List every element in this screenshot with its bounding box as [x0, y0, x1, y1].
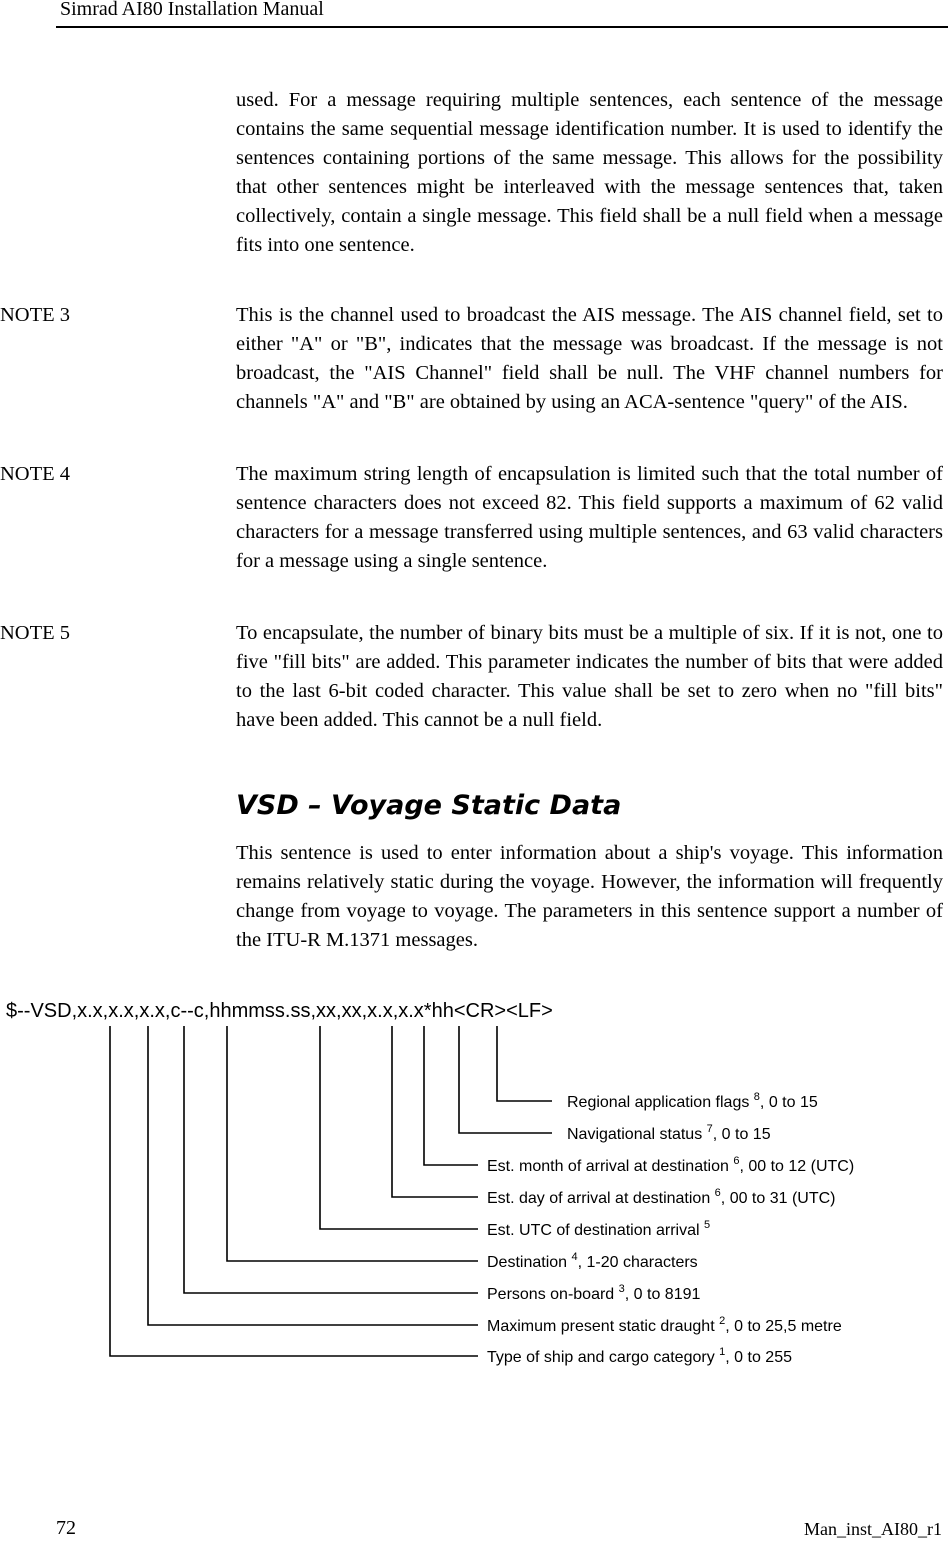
note-3-label: NOTE 3 [0, 304, 71, 326]
header-title: Simrad AI80 Installation Manual [60, 0, 324, 20]
field-label [487, 1251, 698, 1271]
connector-line [424, 1026, 478, 1165]
field-label-text: Regional application flags [567, 1094, 754, 1111]
field-note-ref: 7 [706, 1123, 713, 1135]
field-label [487, 1219, 710, 1239]
note-4-text: The maximum string length of encapsulation is limited such that the total number of sentence characters does not exceed 82. This field supports a maximum of 62 valid characters for a message transferred using multiple sentences, and 63 valid characters for a message using a single sentence. [236, 463, 943, 572]
field-note-ref: 1 [719, 1346, 726, 1358]
field-range: , 00 to 31 (UTC) [720, 1190, 836, 1207]
field-range: , 0 to 255 [725, 1349, 792, 1366]
field-range: , 00 to 12 (UTC) [739, 1158, 855, 1175]
field-range: , 0 to 15 [759, 1094, 818, 1111]
field-label [487, 1346, 792, 1366]
section-title: VSD – Voyage Static Data [236, 790, 622, 821]
field-note-ref: 4 [571, 1251, 578, 1263]
field-note-ref: 8 [753, 1091, 760, 1103]
field-label [487, 1155, 854, 1175]
field-label-text: Maximum present static draught [487, 1318, 720, 1335]
note-4-label: NOTE 4 [0, 463, 71, 485]
connector-line [497, 1026, 552, 1101]
note-5-label: NOTE 5 [0, 622, 71, 644]
field-note-ref: 5 [703, 1219, 711, 1231]
connector-line [110, 1026, 478, 1356]
field-note-ref: 6 [714, 1187, 721, 1199]
field-label-text: Destination [487, 1254, 572, 1271]
sentence-format: $--VSD,x.x,x.x,x.x,c--c,hhmmss.ss,xx,xx,x.x,x.x*hh<CR><LF> [6, 1000, 553, 1022]
field-label [567, 1091, 818, 1111]
field-note-ref: 6 [733, 1155, 740, 1167]
field-label [487, 1187, 836, 1207]
connector-lines [110, 1026, 552, 1356]
page-header [56, 0, 948, 28]
connector-line [320, 1026, 478, 1229]
field-range: , 1-20 characters [577, 1254, 698, 1271]
vsd-sentence-diagram [0, 990, 948, 1370]
field-label [487, 1315, 842, 1335]
field-label-text: Est. UTC of destination arrival [487, 1222, 704, 1239]
field-range: , 0 to 8191 [624, 1286, 701, 1303]
note-5-text: To encapsulate, the number of binary bits must be a multiple of six. If it is not, one to five "fill bits" are added. This parameter indicates the number of bits that were added to the last 6-bit coded character. This value shall be set to zero when no "fill bits" have been added. This cannot be a null field. [236, 622, 943, 731]
connector-line [227, 1026, 478, 1261]
connector-line [392, 1026, 478, 1197]
note-3-text: This is the channel used to broadcast the AIS message. The AIS channel field, set to either "A" or "B", indicates that the message was broadcast. If the message is not broadcast, the "AIS Channel" field shall be null. The VHF channel numbers for channels "A" and "B" are obtained by using an ACA-sentence "query" of the AIS. [236, 304, 943, 413]
field-label-text: Type of ship and cargo category [487, 1349, 720, 1366]
connector-line [148, 1026, 478, 1325]
note-2-continuation: used. For a message requiring multiple sentences, each sentence of the message contains the same sequential message identification number. It is used to identify the sentences containing portions of the same message. This allows for the possibility that other sentences might be interleaved with the message sentences that, taken collectively, contain a single message. This field shall be a null field when a message fits into one sentence. [236, 89, 943, 256]
field-note-ref: 3 [618, 1283, 625, 1295]
field-range: , 0 to 15 [712, 1126, 771, 1143]
field-note-ref: 2 [719, 1315, 726, 1327]
section-body: This sentence is used to enter information about a ship's voyage. This information remains relatively static during the voyage. However, the information will frequently change from voyage to voyage. The parameters in this sentence support a number of the ITU-R M.1371 messages. [236, 842, 943, 951]
connector-line [184, 1026, 478, 1293]
field-range: , 0 to 25,5 metre [725, 1318, 842, 1335]
field-label [567, 1123, 771, 1143]
field-label-text: Persons on-board [487, 1286, 619, 1303]
page-number: 72 [56, 1517, 76, 1539]
field-label-text: Est. month of arrival at destination [487, 1158, 734, 1175]
field-label-text: Navigational status [567, 1126, 707, 1143]
field-label [487, 1283, 700, 1303]
field-label-text: Est. day of arrival at destination [487, 1190, 715, 1207]
doc-id: Man_inst_AI80_r1 [804, 1519, 942, 1539]
connector-line [459, 1026, 552, 1133]
